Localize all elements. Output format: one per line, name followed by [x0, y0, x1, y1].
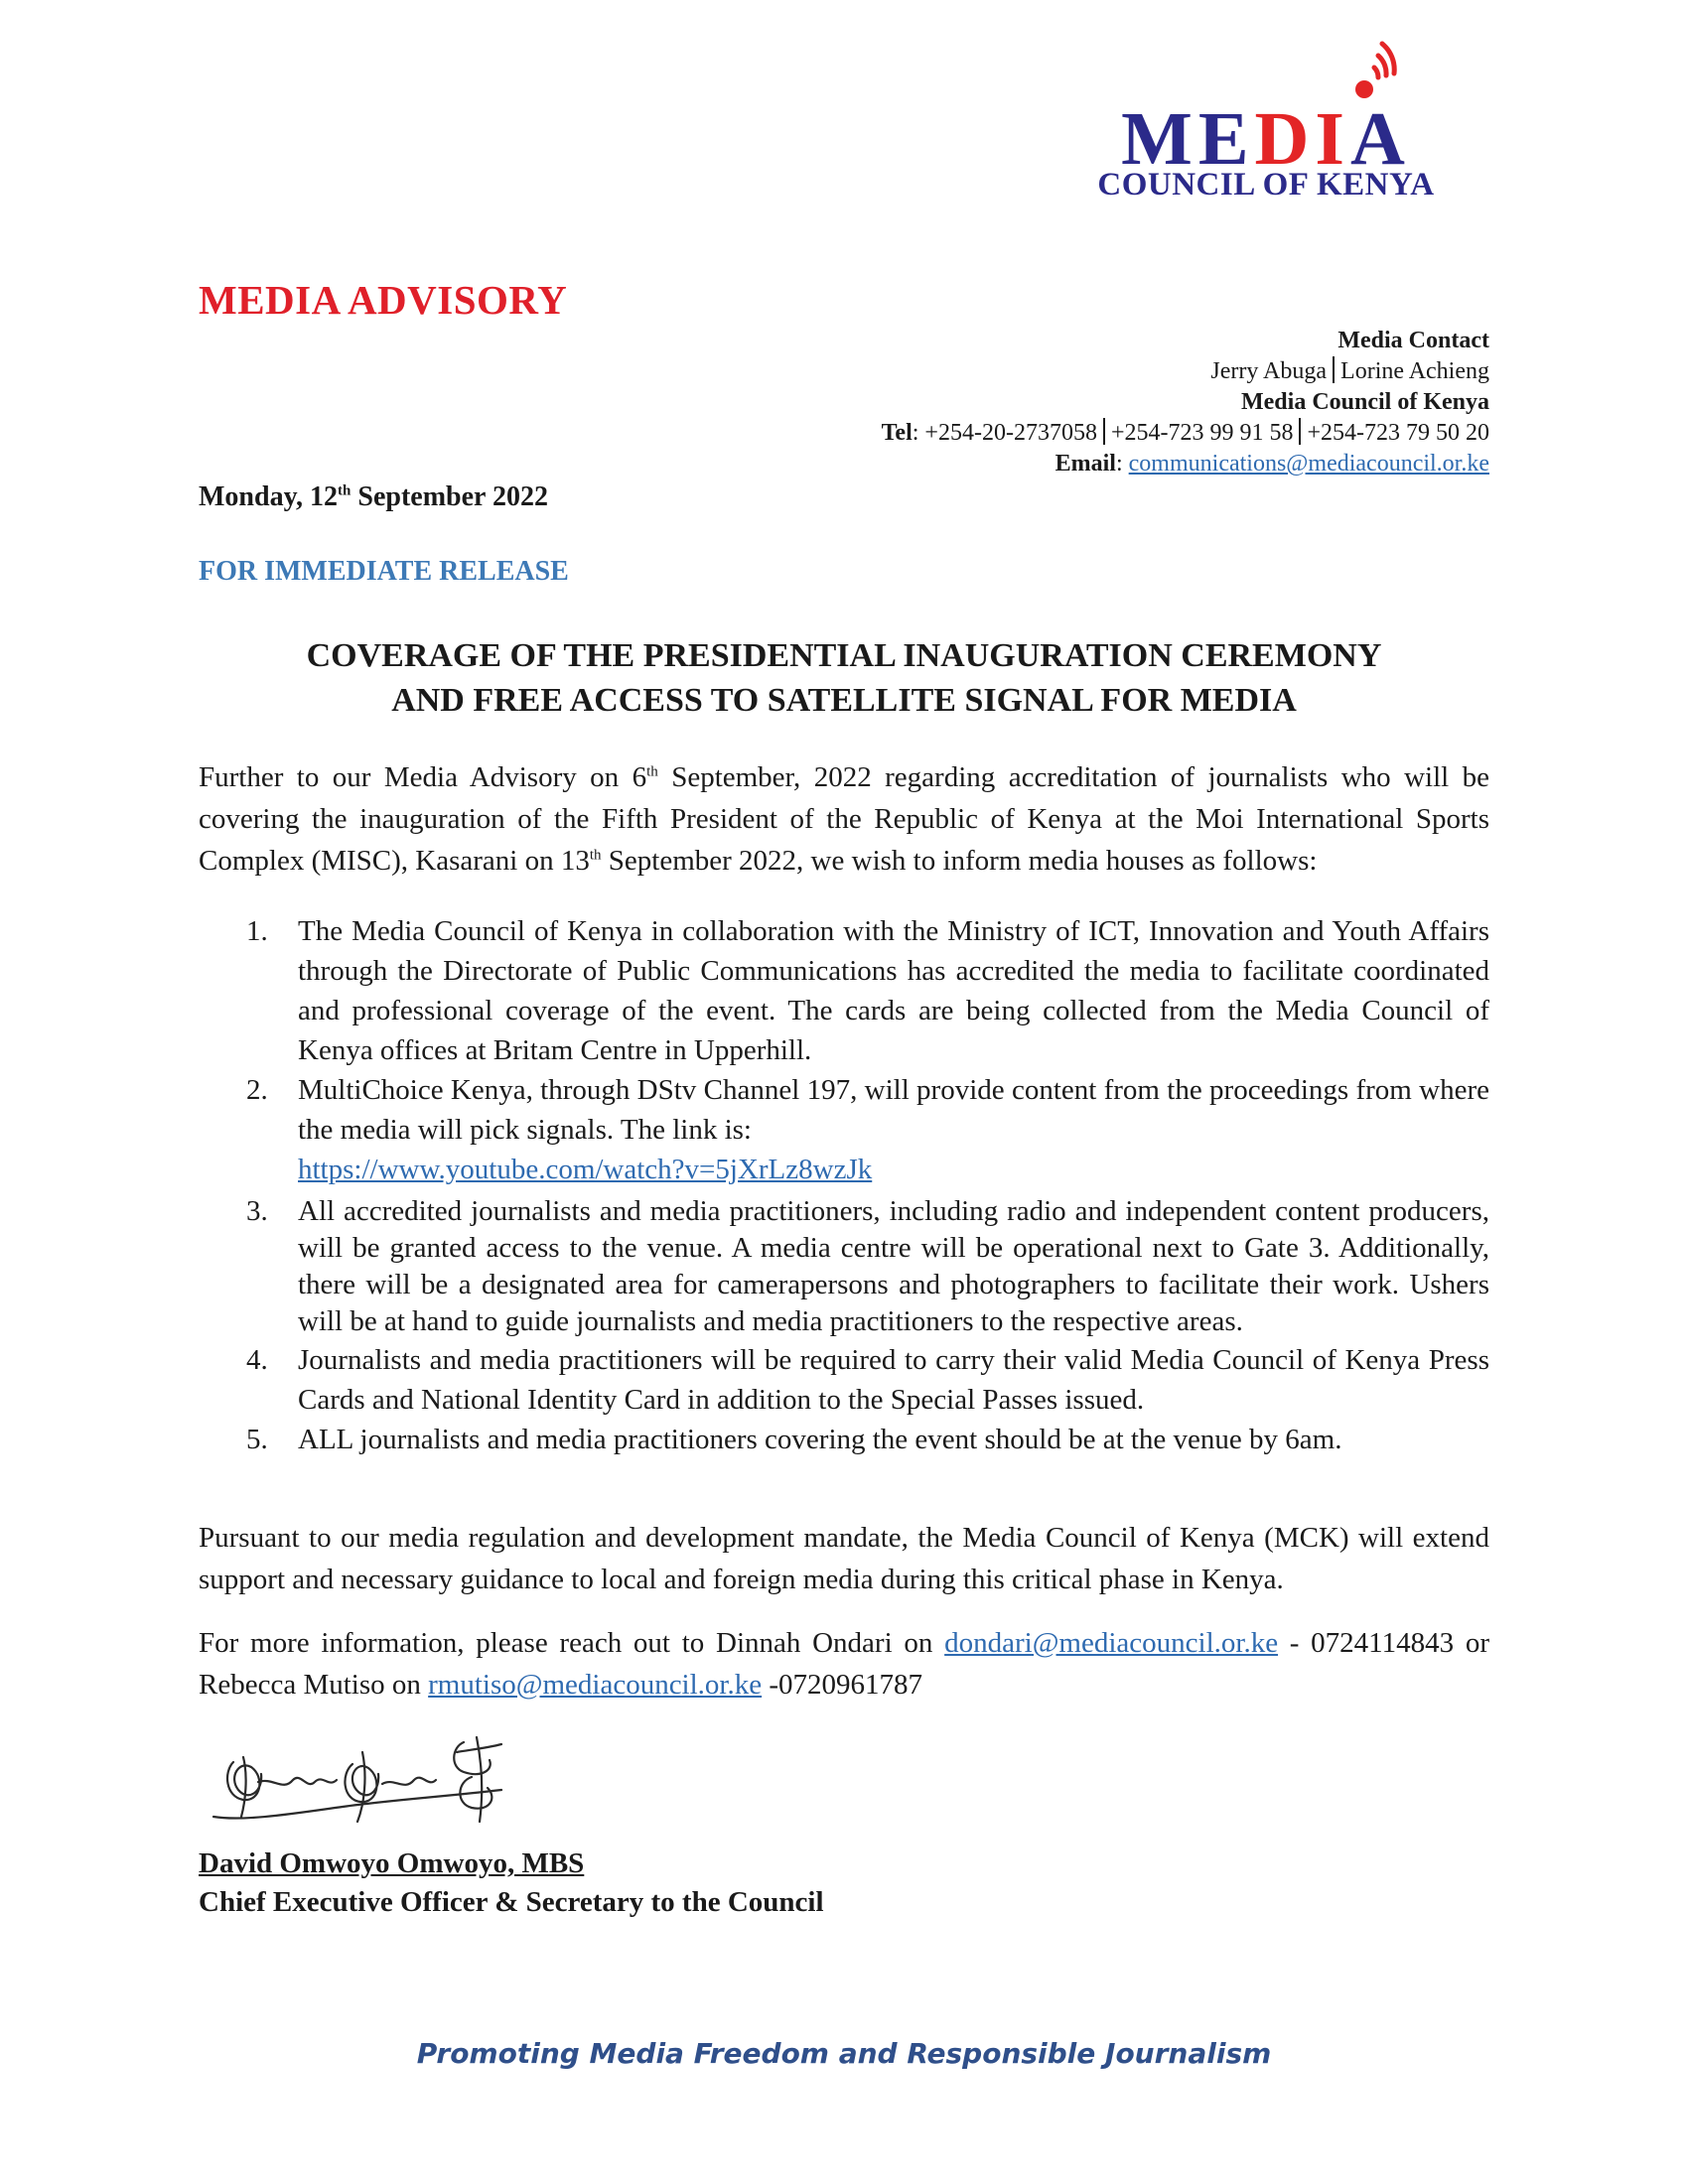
list-item-text: The Media Council of Kenya in collaboration with the Ministry of ICT, Innovation and Youth Affairs through the Directorate of Public Communications has accredited the media to facilitate coordinated and professional coverage of the event. The cards are being collected from the Media Council of Kenya offices at Britam Centre in Upperhill.	[298, 915, 1489, 1066]
date-rest: September 2022	[351, 481, 548, 512]
list-item-text: Journalists and media practitioners will be required to carry their valid Media Council of Kenya Press Cards and National Identity Card in addition to the Special Passes issued.	[298, 1344, 1489, 1416]
more-info-text-3: -0720961787	[762, 1669, 923, 1701]
list-item-text: ALL journalists and media practitioners covering the event should be at the venue by 6am.	[298, 1424, 1342, 1455]
contact-email-line	[882, 449, 1489, 479]
headline-line-1: COVERAGE OF THE PRESIDENTIAL INAUGURATION CEREMONY	[306, 637, 1382, 674]
tel-number-1: : +254-20-2737058	[912, 420, 1097, 446]
headline-line-2: AND FREE ACCESS TO SATELLITE SIGNAL FOR MEDIA	[391, 682, 1297, 719]
intro-text-1: Further to our Media Advisory on 6	[199, 761, 647, 793]
list-number: 2.	[246, 1074, 268, 1106]
tel-label: Tel	[881, 420, 913, 446]
dondari-email-link[interactable]: dondari@mediacouncil.or.ke	[944, 1627, 1279, 1659]
release-label: FOR IMMEDIATE RELEASE	[199, 556, 569, 587]
contact-person-2: Lorine Achieng	[1340, 358, 1489, 384]
footer-tagline: Promoting Media Freedom and Responsible Journalism	[416, 2037, 1272, 2070]
logo-wordmark	[1043, 97, 1489, 181]
signer-title: Chief Executive Officer & Secretary to the Council	[199, 1886, 824, 1918]
intro-paragraph	[199, 756, 1489, 882]
media-council-logo	[1043, 40, 1489, 203]
list-item	[199, 911, 1489, 1070]
contact-people	[882, 356, 1489, 387]
intro-ordinal-1: th	[646, 763, 658, 780]
list-number: 5.	[246, 1424, 268, 1455]
signature-image	[204, 1722, 531, 1837]
list-number: 1.	[246, 915, 268, 947]
email-separator: :	[1115, 451, 1129, 477]
intro-text-2: September, 2022 regarding accreditation of journalists who will be covering the inauguration of the Fifth President of the Republic of Kenya at the Moi International Sports Complex (MISC), Kasarani on 13	[199, 761, 1489, 877]
media-contact-block	[882, 326, 1489, 479]
mandate-paragraph: Pursuant to our media regulation and development mandate, the Media Council of Kenya (MCK) will extend support and necessary guidance to local and foreign media during this critical phase in Kenya.	[199, 1522, 1489, 1595]
logo-word-part1: ME	[1121, 97, 1255, 181]
headline	[199, 633, 1489, 723]
intro-ordinal-2: th	[589, 847, 602, 864]
release-date	[199, 481, 548, 513]
more-info-text-1: For more information, please reach out to Dinnah Ondari on	[199, 1627, 945, 1659]
contact-heading: Media Contact	[1337, 328, 1489, 353]
list-item	[199, 1420, 1489, 1459]
contact-tel-line	[882, 418, 1489, 449]
list-item	[199, 1193, 1489, 1340]
separator	[1299, 418, 1301, 445]
rmutiso-email-link[interactable]: rmutiso@mediacouncil.or.ke	[428, 1669, 763, 1701]
email-label: Email	[1055, 451, 1116, 477]
logo-word-part3: A	[1350, 97, 1411, 181]
signer-name: David Omwoyo Omwoyo, MBS	[199, 1847, 585, 1879]
list-item	[199, 1340, 1489, 1420]
list-item	[199, 1070, 1489, 1189]
tel-number-2: +254-723 99 91 58	[1110, 420, 1294, 446]
numbered-list	[199, 911, 1489, 1459]
contact-email-link[interactable]: communications@mediacouncil.or.ke	[1128, 451, 1489, 477]
separator	[1103, 418, 1105, 445]
contact-person-1: Jerry Abuga	[1210, 358, 1328, 384]
more-info-text-2: - 0724114843 or Rebecca Mutiso on	[199, 1627, 1490, 1701]
list-number: 3.	[246, 1195, 268, 1227]
signer-block	[199, 1844, 824, 1922]
list-item-text: All accredited journalists and media practitioners, including radio and independent content producers, will be granted access to the venue. A media centre will be operational next to Gate 3. Additionally, there will be a designated area for camerapersons and photographers to facilitate their work. Ushers will be at hand to guide journalists and media practitioners to the respective areas.	[298, 1195, 1489, 1337]
intro-text-3: September 2022, we wish to inform media houses as follows:	[601, 845, 1318, 877]
advisory-title: MEDIA ADVISORY	[199, 277, 568, 323]
logo-subtitle: COUNCIL OF KENYA	[1097, 167, 1435, 203]
list-item-text: MultiChoice Kenya, through DStv Channel 197, will provide content from the proceedings from where the media will pick signals. The link is:	[298, 1074, 1489, 1146]
list-number: 4.	[246, 1344, 268, 1376]
separator	[1333, 356, 1335, 383]
more-info-paragraph	[199, 1622, 1489, 1706]
date-prefix: Monday, 12	[199, 481, 339, 512]
logo-word-part2: DI	[1254, 97, 1350, 181]
tel-number-3: +254-723 79 50 20	[1307, 420, 1489, 446]
contact-organization: Media Council of Kenya	[1241, 389, 1489, 415]
youtube-link[interactable]: https://www.youtube.com/watch?v=5jXrLz8wzJk	[298, 1154, 873, 1185]
date-ordinal: th	[338, 482, 352, 499]
